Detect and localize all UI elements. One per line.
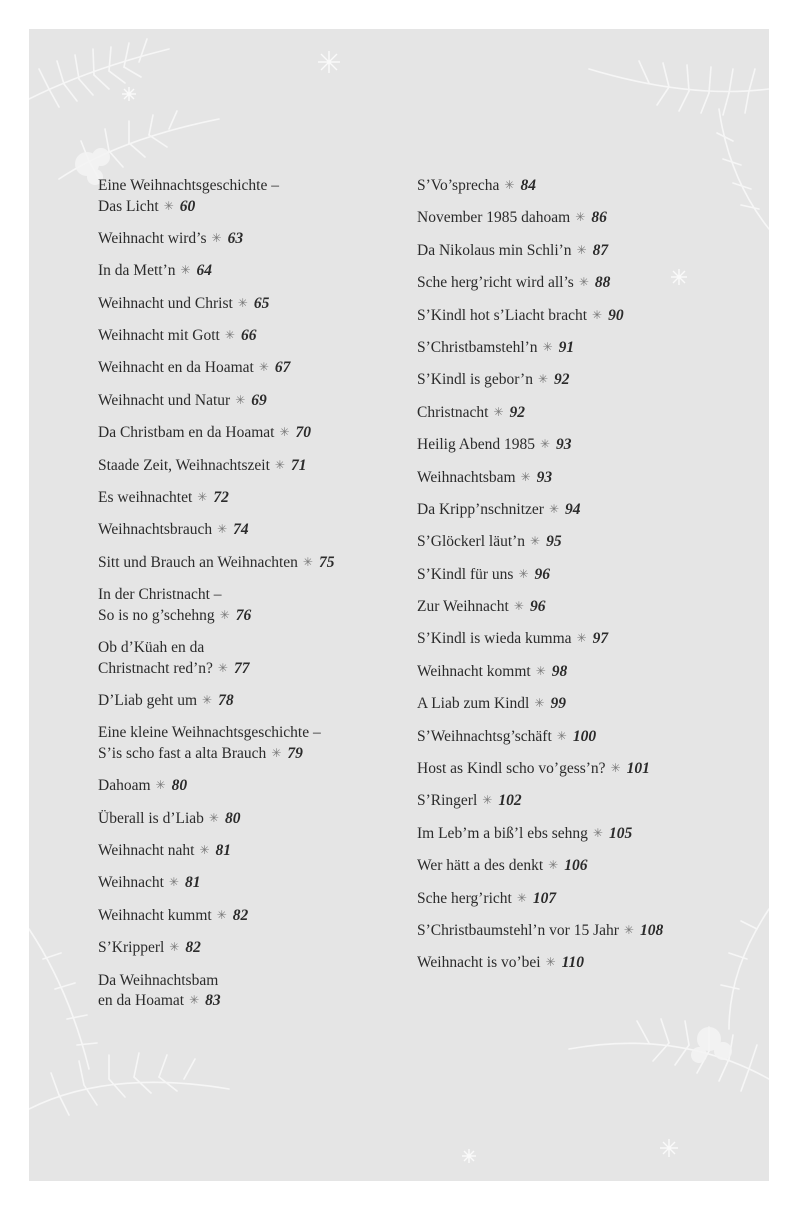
- asterisk-snowflake-icon: ✳: [516, 890, 527, 905]
- book-page: [29, 29, 769, 1181]
- asterisk-snowflake-icon: ✳: [211, 230, 222, 245]
- asterisk-snowflake-icon: ✳: [169, 940, 180, 955]
- toc-entry-title: [417, 921, 757, 942]
- toc-entry[interactable]: [417, 597, 757, 618]
- toc-page-number: 69: [251, 391, 267, 409]
- asterisk-snowflake-icon: ✳: [548, 858, 559, 873]
- toc-entry-title: [98, 488, 398, 509]
- toc-entry-title: [98, 906, 398, 927]
- toc-entry-title-text: Sitt und Brauch an Weihnachten: [98, 553, 298, 571]
- toc-entry-title: [98, 606, 398, 627]
- toc-entry[interactable]: [98, 261, 398, 282]
- toc-entry[interactable]: [417, 306, 757, 327]
- toc-entry-title: Da Weihnachtsbam: [98, 971, 219, 989]
- toc-entry[interactable]: [98, 691, 398, 712]
- toc-entry-title-text: Wer hätt a des denkt: [417, 857, 544, 875]
- toc-entry[interactable]: [98, 809, 398, 830]
- toc-entry-title: [417, 338, 757, 359]
- toc-page-number: 92: [509, 403, 526, 421]
- toc-entry-title: [98, 326, 398, 347]
- asterisk-snowflake-icon: ✳: [542, 339, 553, 354]
- toc-page-number: 64: [196, 262, 213, 280]
- toc-entry-title: [417, 791, 757, 812]
- toc-page-number: 84: [520, 177, 536, 194]
- toc-entry[interactable]: [417, 403, 757, 424]
- asterisk-snowflake-icon: ✳: [534, 696, 545, 711]
- toc-entry[interactable]: [98, 841, 398, 862]
- asterisk-snowflake-icon: ✳: [237, 295, 248, 310]
- toc-entry-title: [98, 229, 398, 250]
- toc-entry-title-text: Christnacht red’n?: [98, 659, 213, 677]
- asterisk-snowflake-icon: ✳: [623, 922, 634, 937]
- toc-page-number: 102: [498, 792, 522, 810]
- toc-page-number: 70: [295, 424, 312, 442]
- toc-entry-title: [417, 824, 757, 845]
- toc-entry-title: [417, 273, 757, 294]
- toc-entry[interactable]: [417, 662, 757, 683]
- toc-entry[interactable]: [98, 873, 398, 894]
- asterisk-snowflake-icon: ✳: [271, 745, 282, 760]
- asterisk-snowflake-icon: ✳: [163, 198, 174, 213]
- toc-entry[interactable]: [98, 176, 398, 217]
- toc-entry-title: [98, 659, 398, 680]
- toc-entry-title-text: So is no g’schehng: [98, 606, 215, 624]
- toc-entry-title: [417, 953, 757, 974]
- toc-entry[interactable]: [98, 553, 398, 574]
- toc-entry-title-text: Weihnacht mit Gott: [98, 327, 220, 345]
- asterisk-snowflake-icon: ✳: [576, 242, 587, 257]
- toc-entry[interactable]: [98, 358, 398, 379]
- toc-entry-title: Eine kleine Weihnachtsgeschichte –: [98, 724, 321, 742]
- toc-page-number: 106: [564, 857, 588, 875]
- toc-page-number: 75: [318, 553, 335, 571]
- asterisk-snowflake-icon: ✳: [592, 825, 603, 840]
- toc-page-number: 94: [565, 500, 581, 518]
- asterisk-snowflake-icon: ✳: [274, 457, 285, 472]
- asterisk-snowflake-icon: ✳: [217, 660, 228, 675]
- asterisk-snowflake-icon: ✳: [578, 275, 589, 290]
- toc-entry-title: [98, 358, 398, 379]
- toc-entry[interactable]: [98, 294, 398, 315]
- toc-entry-title: [417, 889, 757, 910]
- toc-entry-title: [98, 553, 398, 574]
- toc-entry-title-text: Weihnacht und Natur: [98, 391, 231, 409]
- toc-entry[interactable]: [417, 435, 757, 456]
- toc-column-right: [417, 176, 757, 986]
- asterisk-snowflake-icon: ✳: [224, 328, 235, 343]
- toc-entry-title-text: D’Liab geht um: [98, 691, 198, 709]
- toc-entry-title-text: Staade Zeit, Weihnachtszeit: [98, 456, 270, 474]
- toc-entry[interactable]: [417, 824, 757, 845]
- toc-entry-title: [98, 809, 398, 830]
- toc-entry-title: [98, 520, 398, 541]
- toc-entry-title-text: en da Hoamat: [98, 992, 185, 1010]
- toc-entry-title: [417, 468, 757, 489]
- toc-page-number: 108: [639, 921, 664, 939]
- toc-entry-title-text: November 1985 dahoam: [417, 209, 571, 227]
- toc-entry[interactable]: [98, 906, 398, 927]
- toc-entry[interactable]: [98, 585, 398, 626]
- toc-entry-title-text: S’Christbamstehl’n: [417, 338, 538, 356]
- toc-entry[interactable]: [98, 229, 398, 250]
- toc-entry-title-text: Im Leb’m a biß’l ebs sehng: [417, 824, 588, 842]
- toc-entry[interactable]: [98, 971, 398, 1012]
- toc-entry-title-text: Zur Weihnacht: [417, 598, 509, 616]
- toc-page-number: 81: [215, 842, 232, 860]
- asterisk-snowflake-icon: ✳: [556, 728, 567, 743]
- toc-entry-title: [98, 841, 398, 862]
- toc-entry-title: [98, 776, 398, 797]
- toc-entry-title-text: Heilig Abend 1985: [417, 436, 535, 454]
- toc-entry-title-text: S’Kripperl: [98, 939, 165, 957]
- toc-page-number: 100: [572, 727, 597, 745]
- toc-entry[interactable]: [417, 953, 757, 974]
- toc-entry[interactable]: [98, 326, 398, 347]
- toc-entry-title: [98, 294, 398, 315]
- asterisk-snowflake-icon: ✳: [548, 501, 560, 516]
- toc-entry-title: [98, 744, 398, 765]
- toc-entry-title: [417, 403, 757, 424]
- toc-entry-title: [417, 629, 757, 650]
- toc-entry-title: [417, 176, 757, 197]
- toc-entry-title-text: S’Kindl für uns: [417, 565, 514, 583]
- toc-entry[interactable]: [98, 776, 398, 797]
- toc-entry[interactable]: [98, 423, 398, 444]
- toc-entry-title-text: S’Christbaumstehl’n vor 15 Jahr: [417, 921, 619, 939]
- toc-page-number: 74: [233, 521, 249, 539]
- toc-entry-title-text: Weihnachtsbrauch: [98, 521, 213, 539]
- toc-entry-title: In der Christnacht –: [98, 586, 222, 604]
- toc-page-number: 97: [592, 630, 609, 648]
- asterisk-snowflake-icon: ✳: [219, 607, 230, 622]
- toc-page-number: 86: [591, 209, 607, 227]
- toc-page-number: 93: [536, 468, 553, 486]
- asterisk-snowflake-icon: ✳: [504, 178, 515, 192]
- toc-entry-title: [417, 370, 757, 391]
- toc-entry-title: [98, 197, 398, 218]
- toc-entry[interactable]: [417, 208, 757, 229]
- toc-entry[interactable]: [417, 370, 757, 391]
- asterisk-snowflake-icon: ✳: [575, 210, 586, 225]
- toc-page-number: 96: [529, 598, 546, 616]
- toc-entry-title-text: Weihnacht kummt: [98, 906, 212, 924]
- toc-entry-title-text: Überall is d’Liab: [98, 809, 204, 827]
- toc-entry-title: [417, 759, 757, 780]
- toc-entry-title-text: Da Christbam en da Hoamat: [98, 424, 275, 442]
- asterisk-snowflake-icon: ✳: [539, 437, 551, 452]
- asterisk-snowflake-icon: ✳: [592, 307, 603, 322]
- toc-page-number: 79: [287, 744, 303, 762]
- toc-entry[interactable]: [417, 338, 757, 359]
- asterisk-snowflake-icon: ✳: [235, 392, 246, 407]
- toc-page-number: 66: [240, 327, 257, 345]
- toc-entry-title-text: Host as Kindl scho vo’gess’n?: [417, 760, 606, 778]
- toc-page-number: 93: [556, 436, 572, 454]
- toc-entry-title-text: S’Weihnachtsg’schäft: [417, 727, 552, 745]
- toc-entry-title: [98, 391, 398, 412]
- toc-entry-title-text: S’Glöckerl läut’n: [417, 533, 526, 551]
- toc-entry-title: [417, 500, 757, 521]
- toc-entry-title-text: A Liab zum Kindl: [417, 695, 530, 713]
- toc-entry[interactable]: [417, 629, 757, 650]
- toc-entry[interactable]: [417, 727, 757, 748]
- toc-entry[interactable]: [417, 856, 757, 877]
- toc-entry-title: [98, 456, 398, 477]
- toc-entry-title-text: Sche herg’richt: [417, 889, 512, 907]
- toc-entry[interactable]: [417, 565, 757, 586]
- toc-page-number: 90: [608, 306, 624, 324]
- toc-entry[interactable]: [417, 468, 757, 489]
- toc-entry[interactable]: [98, 520, 398, 541]
- asterisk-snowflake-icon: ✳: [258, 360, 269, 375]
- toc-entry-title: [98, 261, 398, 282]
- toc-page-number: 91: [558, 338, 575, 356]
- toc-entry-title-text: S’Kindl is wieda kumma: [417, 630, 572, 648]
- asterisk-snowflake-icon: ✳: [217, 522, 228, 537]
- toc-page-number: 80: [171, 777, 188, 795]
- toc-page-number: 67: [274, 359, 291, 377]
- toc-page-number: 107: [532, 889, 557, 907]
- toc-entry[interactable]: [417, 273, 757, 294]
- toc-entry-title-text: Weihnacht naht: [98, 842, 195, 860]
- toc-entry[interactable]: [417, 176, 757, 197]
- toc-entry-title: [417, 208, 757, 229]
- toc-page-number: 96: [534, 565, 551, 583]
- toc-entry[interactable]: [98, 638, 398, 679]
- toc-entry[interactable]: [417, 791, 757, 812]
- toc-entry[interactable]: [417, 694, 757, 715]
- asterisk-snowflake-icon: ✳: [208, 810, 219, 825]
- toc-entry-title-text: S’Ringerl: [417, 792, 478, 810]
- asterisk-snowflake-icon: ✳: [493, 404, 504, 419]
- toc-entry-title: [417, 532, 757, 553]
- toc-entry-title-text: Das Licht: [98, 197, 159, 215]
- toc-page-number: 83: [205, 992, 221, 1010]
- toc-page-number: 98: [551, 662, 568, 680]
- asterisk-snowflake-icon: ✳: [155, 778, 166, 793]
- toc-entry-title: [417, 241, 757, 262]
- toc-page-number: 78: [218, 691, 234, 709]
- asterisk-snowflake-icon: ✳: [199, 843, 210, 858]
- toc-entry-title-text: Weihnachtsbam: [417, 468, 516, 486]
- toc-entry-title-text: Sche herg’richt wird all’s: [417, 274, 574, 292]
- toc-page-number: 60: [179, 197, 196, 215]
- toc-page-number: 87: [592, 241, 609, 259]
- toc-entry-title-text: Da Kripp’nschnitzer: [417, 500, 544, 518]
- asterisk-snowflake-icon: ✳: [545, 955, 556, 970]
- asterisk-snowflake-icon: ✳: [189, 993, 200, 1008]
- toc-entry-title-text: Weihnacht wird’s: [98, 229, 207, 247]
- toc-entry-title: [98, 938, 398, 959]
- toc-entry-title-text: Weihnacht is vo’bei: [417, 954, 541, 972]
- toc-entry-title-text: S’is scho fast a alta Brauch: [98, 744, 267, 762]
- toc-entry-title-text: Dahoam: [98, 777, 151, 795]
- asterisk-snowflake-icon: ✳: [302, 554, 313, 569]
- toc-entry-title-text: S’Vo’sprecha: [417, 177, 500, 194]
- toc-entry-title-text: Weihnacht: [98, 874, 164, 892]
- toc-entry-title-text: Da Nikolaus min Schli’n: [417, 241, 572, 259]
- toc-entry-title: [417, 727, 757, 748]
- toc-entry-title-text: Christnacht: [417, 403, 489, 421]
- toc-entry-title: [417, 597, 757, 618]
- toc-entry-title: Eine Weihnachtsgeschichte –: [98, 177, 279, 194]
- toc-entry-title: [98, 991, 398, 1012]
- asterisk-snowflake-icon: ✳: [180, 263, 191, 278]
- asterisk-snowflake-icon: ✳: [610, 761, 621, 776]
- toc-page-number: 76: [235, 606, 252, 624]
- toc-entry-title: [417, 435, 757, 456]
- toc-entry[interactable]: [98, 723, 398, 764]
- toc-page-number: 92: [554, 371, 570, 389]
- toc-page-number: 80: [224, 809, 241, 827]
- toc-entry[interactable]: [98, 488, 398, 509]
- toc-page-number: 65: [253, 294, 270, 312]
- toc-entry-title-text: Weihnacht kommt: [417, 662, 531, 680]
- toc-entry[interactable]: [417, 759, 757, 780]
- toc-page-number: 77: [233, 659, 250, 677]
- toc-entry-title: [417, 565, 757, 586]
- toc-entry[interactable]: [417, 921, 757, 942]
- toc-page-number: 72: [213, 489, 229, 507]
- asterisk-snowflake-icon: ✳: [576, 631, 587, 646]
- asterisk-snowflake-icon: ✳: [168, 875, 179, 890]
- asterisk-snowflake-icon: ✳: [513, 599, 524, 614]
- toc-entry[interactable]: [98, 938, 398, 959]
- asterisk-snowflake-icon: ✳: [520, 469, 531, 484]
- toc-page-number: 101: [626, 760, 650, 778]
- toc-page-number: 99: [550, 695, 566, 713]
- toc-page-number: 105: [608, 824, 633, 842]
- asterisk-snowflake-icon: ✳: [518, 566, 529, 581]
- toc-entry-title-text: In da Mett’n: [98, 262, 176, 280]
- toc-page-number: 71: [290, 456, 307, 474]
- toc-page-number: 82: [185, 939, 201, 957]
- toc-page-number: 88: [594, 274, 611, 292]
- asterisk-snowflake-icon: ✳: [535, 663, 546, 678]
- asterisk-snowflake-icon: ✳: [202, 692, 213, 707]
- toc-entry-title-text: S’Kindl is gebor’n: [417, 371, 533, 389]
- toc-entry-title: [98, 691, 398, 712]
- toc-entry-title: [98, 423, 398, 444]
- toc-entry-title: [417, 306, 757, 327]
- toc-entry[interactable]: [98, 456, 398, 477]
- toc-entry[interactable]: [417, 889, 757, 910]
- asterisk-snowflake-icon: ✳: [216, 907, 227, 922]
- toc-page-number: 63: [227, 229, 244, 247]
- toc-column-left: [98, 176, 398, 1023]
- toc-entry-title: [417, 662, 757, 683]
- toc-entry[interactable]: [417, 532, 757, 553]
- toc-entry-title: [417, 856, 757, 877]
- toc-page-number: 95: [546, 533, 562, 551]
- toc-entry-title-text: Es weihnachtet: [98, 489, 193, 507]
- asterisk-snowflake-icon: ✳: [482, 793, 493, 808]
- toc-page-number: 110: [561, 954, 585, 972]
- asterisk-snowflake-icon: ✳: [537, 372, 549, 387]
- toc-entry-title-text: Weihnacht und Christ: [98, 294, 233, 312]
- toc-entry-title-text: Weihnacht en da Hoamat: [98, 359, 254, 377]
- toc-entry-title: [98, 873, 398, 894]
- toc-entry[interactable]: [417, 241, 757, 262]
- asterisk-snowflake-icon: ✳: [197, 490, 208, 505]
- asterisk-snowflake-icon: ✳: [530, 534, 541, 549]
- toc-entry[interactable]: [417, 500, 757, 521]
- toc-entry-title: Ob d’Küah en da: [98, 639, 205, 657]
- toc-page-number: 81: [184, 874, 201, 892]
- toc-entry[interactable]: [98, 391, 398, 412]
- asterisk-snowflake-icon: ✳: [279, 425, 290, 440]
- toc-page-number: 82: [232, 906, 249, 924]
- toc-entry-title: [417, 694, 757, 715]
- toc-entry-title-text: S’Kindl hot s’Liacht bracht: [417, 306, 588, 324]
